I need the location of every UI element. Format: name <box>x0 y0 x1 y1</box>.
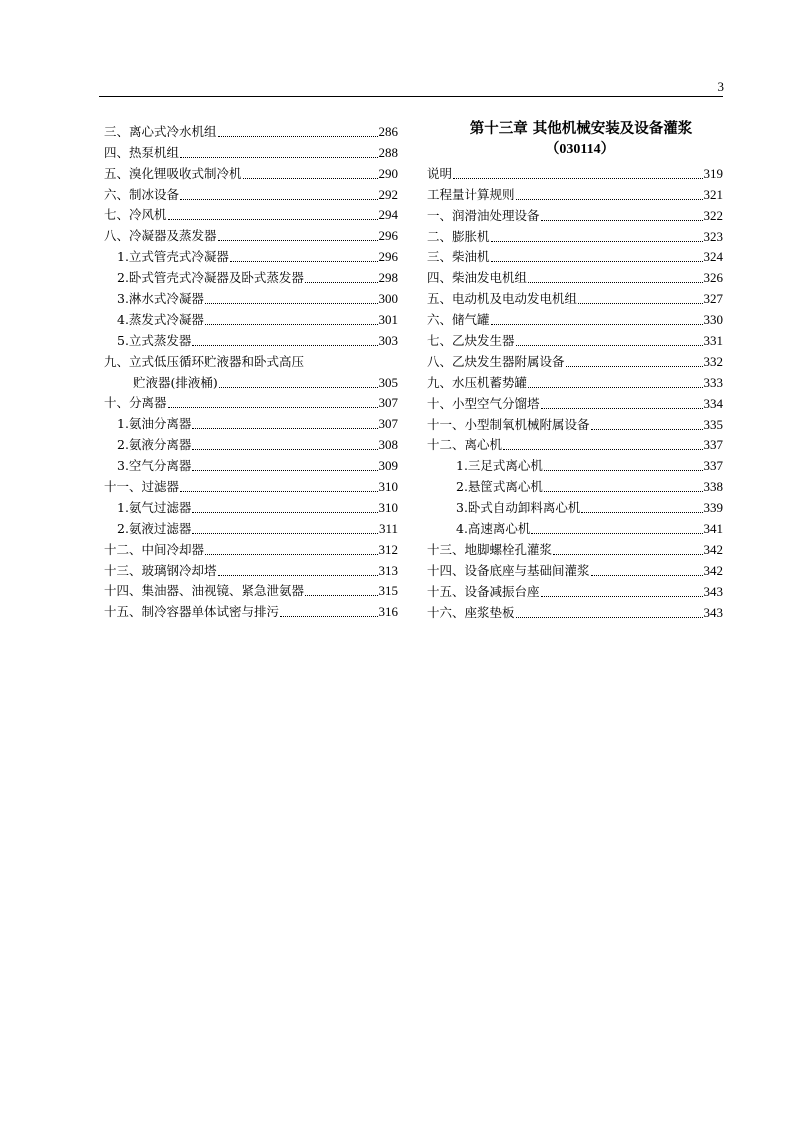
toc-entry-page: 307 <box>378 416 398 432</box>
toc-entry[interactable] <box>104 140 398 161</box>
toc-entry[interactable] <box>104 599 398 620</box>
dot-leader <box>305 281 378 283</box>
dot-leader <box>205 323 378 325</box>
toc-entry[interactable] <box>427 203 723 224</box>
toc-entry[interactable] <box>427 474 723 495</box>
toc-left-column <box>104 119 398 620</box>
toc-entry[interactable] <box>427 600 723 621</box>
toc-entry[interactable] <box>104 474 398 495</box>
toc-entry-page: 310 <box>378 479 398 495</box>
toc-entry-label: 六、制冰设备 <box>104 186 180 202</box>
toc-entry-page: 290 <box>378 165 398 181</box>
toc-entry-page: 312 <box>378 541 398 557</box>
toc-entry[interactable] <box>104 391 398 412</box>
dot-leader <box>453 177 702 179</box>
dot-leader <box>516 616 703 618</box>
toc-entry-page: 315 <box>378 583 398 599</box>
dot-leader <box>491 323 703 325</box>
dot-leader <box>219 386 378 388</box>
dot-leader <box>180 490 377 492</box>
toc-entry[interactable] <box>427 433 723 454</box>
toc-entry-label: 六、储气罐 <box>427 312 490 328</box>
toc-entry[interactable] <box>427 391 723 412</box>
toc-entry[interactable] <box>104 203 398 224</box>
toc-entry[interactable] <box>104 432 398 453</box>
toc-entry-label: 十一、小型制氧机械附属设备 <box>427 416 590 432</box>
toc-entry[interactable] <box>427 495 723 516</box>
toc-entry-label: 5.立式蒸发器 <box>117 332 192 348</box>
toc-entry-label: 八、冷凝器及蒸发器 <box>104 228 217 244</box>
toc-entry-label: 九、水压机蓄势罐 <box>427 374 528 390</box>
dot-leader <box>528 386 702 388</box>
toc-entry[interactable] <box>427 286 723 307</box>
toc-entry-page: 327 <box>703 291 723 307</box>
toc-entry-page: 300 <box>378 291 398 307</box>
toc-entry-label: 二、膨胀机 <box>427 228 490 244</box>
dot-leader <box>192 532 378 534</box>
dot-leader <box>192 344 377 346</box>
toc-right-column <box>427 119 723 621</box>
dot-leader <box>528 281 702 283</box>
toc-entry-page: 303 <box>378 332 398 348</box>
dot-leader <box>516 344 703 346</box>
toc-entry-label: 十三、玻璃钢冷却塔 <box>104 562 217 578</box>
toc-entry-page: 316 <box>378 604 398 620</box>
dot-leader <box>218 239 378 241</box>
dot-leader <box>544 469 703 471</box>
toc-entry-page: 309 <box>378 458 398 474</box>
dot-leader <box>180 198 377 200</box>
toc-entry-label: 4.蒸发式冷凝器 <box>117 311 204 327</box>
toc-entry-label: 十五、制冷容器单体试密与排污 <box>104 604 280 620</box>
toc-entry[interactable] <box>427 412 723 433</box>
toc-entry-page: 319 <box>703 165 723 181</box>
toc-entry-page: 337 <box>703 458 723 474</box>
toc-entry-label: 十三、地脚螺栓孔灌浆 <box>427 541 553 557</box>
toc-entry-page: 307 <box>378 395 398 411</box>
toc-entry-label: 十四、设备底座与基础间灌浆 <box>427 562 590 578</box>
toc-entry-label: 3.淋水式冷凝器 <box>117 291 204 307</box>
toc-entry-page: 308 <box>378 437 398 453</box>
toc-entry-page: 292 <box>378 186 398 202</box>
toc-entry-page: 324 <box>703 249 723 265</box>
toc-entry-page: 296 <box>378 228 398 244</box>
dot-leader <box>168 406 378 408</box>
toc-entry-page: 335 <box>703 416 723 432</box>
dot-leader <box>243 177 378 179</box>
toc-entry-page: 326 <box>703 270 723 286</box>
toc-entry-label: 2.悬筐式离心机 <box>456 479 543 495</box>
toc-entry[interactable] <box>104 161 398 182</box>
dot-leader <box>541 595 703 597</box>
dot-leader <box>180 156 377 158</box>
toc-entry-page: 286 <box>378 123 398 139</box>
dot-leader <box>591 574 703 576</box>
dot-leader <box>305 594 377 596</box>
toc-entry[interactable] <box>104 307 398 328</box>
dot-leader <box>218 135 378 137</box>
toc-entry[interactable] <box>104 579 398 600</box>
toc-entry-page: 333 <box>703 374 723 390</box>
toc-entry-page: 343 <box>703 583 723 599</box>
toc-entry-page: 313 <box>378 562 398 578</box>
toc-entry-page: 337 <box>703 437 723 453</box>
toc-entry-label: 七、乙炔发生器 <box>427 333 515 349</box>
dot-leader <box>553 553 702 555</box>
dot-leader <box>544 490 703 492</box>
toc-entry[interactable] <box>427 182 723 203</box>
toc-entry[interactable] <box>427 245 723 266</box>
toc-entry[interactable] <box>427 516 723 537</box>
toc-entry-label: 3.卧式自动卸料离心机 <box>456 500 581 516</box>
toc-entry-label: 贮液器(排液桶) <box>133 374 218 390</box>
toc-entry-label: 2.氨液过滤器 <box>117 520 192 536</box>
toc-entry[interactable] <box>104 495 398 516</box>
toc-entry[interactable] <box>104 453 398 474</box>
dot-leader <box>205 553 377 555</box>
toc-entry-page: 338 <box>703 479 723 495</box>
dot-leader <box>516 198 703 200</box>
toc-entry[interactable] <box>104 265 398 286</box>
toc-entry-label: 三、离心式冷水机组 <box>104 123 217 139</box>
toc-entry-label: 2.卧式管壳式冷凝器及卧式蒸发器 <box>117 270 304 286</box>
toc-entry[interactable] <box>427 161 723 182</box>
toc-entry-label: 1.三足式离心机 <box>456 458 543 474</box>
toc-entry-label: 八、乙炔发生器附属设备 <box>427 353 565 369</box>
dot-leader <box>192 448 377 450</box>
toc-entry[interactable] <box>427 349 723 370</box>
toc-entry-page: 323 <box>703 228 723 244</box>
toc-entry[interactable] <box>427 328 723 349</box>
toc-entry-label: 七、冷风机 <box>104 207 167 223</box>
dot-leader <box>503 448 702 450</box>
chapter-title: 第十三章 其他机械安装及设备灌浆 <box>469 120 693 137</box>
dot-leader <box>578 302 702 304</box>
toc-entry-page: 342 <box>703 562 723 578</box>
toc-entry-page: 301 <box>378 311 398 327</box>
toc-entry-label: 十二、中间冷却器 <box>104 541 205 557</box>
toc-entry-page: 342 <box>703 541 723 557</box>
toc-entry-page: 305 <box>378 374 398 390</box>
dot-leader <box>491 240 703 242</box>
toc-entry-page: 311 <box>378 520 398 536</box>
toc-entry[interactable] <box>104 370 398 391</box>
toc-entry-label: 一、润滑油处理设备 <box>427 207 540 223</box>
toc-entry-label: 十二、离心机 <box>427 437 503 453</box>
toc-entry-label: 十五、设备减振台座 <box>427 583 540 599</box>
toc-entry-page: 332 <box>703 353 723 369</box>
toc-entry[interactable] <box>427 224 723 245</box>
toc-entry-label: 1.氨气过滤器 <box>117 499 192 515</box>
toc-entry-label: 十、小型空气分馏塔 <box>427 395 540 411</box>
toc-entry-label: 十六、座浆垫板 <box>427 604 515 620</box>
dot-leader <box>192 427 377 429</box>
toc-entry-page: 310 <box>378 499 398 515</box>
toc-entry-page: 294 <box>378 207 398 223</box>
toc-entry-label: 工程量计算规则 <box>427 186 515 202</box>
toc-entry-page: 322 <box>703 207 723 223</box>
toc-entry[interactable] <box>104 537 398 558</box>
dot-leader <box>531 532 702 534</box>
toc-entry-page: 288 <box>378 144 398 160</box>
toc-entry-page: 343 <box>703 604 723 620</box>
toc-entry[interactable] <box>104 558 398 579</box>
toc-entry-label: 2.氨液分离器 <box>117 437 192 453</box>
toc-entry-page: 331 <box>703 333 723 349</box>
dot-leader <box>541 407 703 409</box>
toc-entry[interactable] <box>104 223 398 244</box>
toc-entry[interactable] <box>104 411 398 432</box>
toc-entry[interactable] <box>427 537 723 558</box>
dot-leader <box>591 428 703 430</box>
dot-leader <box>541 219 703 221</box>
dot-leader <box>205 302 378 304</box>
dot-leader <box>566 365 703 367</box>
toc-entry-page: 339 <box>703 500 723 516</box>
toc-entry[interactable] <box>427 370 723 391</box>
toc-entry-label: 4.高速离心机 <box>456 521 531 537</box>
toc-entry-label: 3.空气分离器 <box>117 458 192 474</box>
dot-leader <box>218 574 378 576</box>
toc-entry-label: 三、柴油机 <box>427 249 490 265</box>
toc-entry[interactable] <box>104 286 398 307</box>
toc-entry-label: 十、分离器 <box>104 395 167 411</box>
toc-entry[interactable] <box>104 244 398 265</box>
dot-leader <box>192 511 377 513</box>
toc-entry-page: 334 <box>703 395 723 411</box>
dot-leader <box>168 218 378 220</box>
toc-entry[interactable] <box>427 558 723 579</box>
toc-entry[interactable] <box>104 328 398 349</box>
toc-entry-page: 296 <box>378 249 398 265</box>
toc-entry-label: 九、立式低压循环贮液器和卧式高压 <box>104 353 305 369</box>
toc-entry[interactable] <box>427 307 723 328</box>
header-rule <box>99 96 723 97</box>
toc-entry-label: 四、热泵机组 <box>104 144 180 160</box>
dot-leader <box>192 469 377 471</box>
chapter-code: （030114） <box>545 142 615 157</box>
toc-entry[interactable] <box>427 265 723 286</box>
toc-entry-page: 321 <box>703 186 723 202</box>
toc-entry-page: 330 <box>703 312 723 328</box>
toc-entry-label: 十一、过滤器 <box>104 479 180 495</box>
dot-leader <box>230 260 378 262</box>
toc-entry[interactable] <box>427 579 723 600</box>
toc-entry[interactable] <box>104 119 398 140</box>
dot-leader <box>491 260 703 262</box>
toc-entry[interactable] <box>104 516 398 537</box>
toc-entry-label: 五、溴化锂吸收式制冷机 <box>104 165 242 181</box>
page-number: 3 <box>717 79 724 94</box>
toc-entry-label: 四、柴油发电机组 <box>427 270 528 286</box>
dot-leader <box>581 511 702 513</box>
toc-entry-label: 1.立式管壳式冷凝器 <box>117 249 229 265</box>
toc-entry[interactable] <box>427 453 723 474</box>
toc-entry-page: 298 <box>378 270 398 286</box>
toc-entry[interactable] <box>104 349 398 370</box>
toc-entry-page: 341 <box>703 521 723 537</box>
toc-entry-label: 十四、集油器、油视镜、紧急泄氨器 <box>104 583 305 599</box>
toc-entry-label: 1.氨油分离器 <box>117 416 192 432</box>
toc-entry-label: 五、电动机及电动发电机组 <box>427 291 578 307</box>
toc-entry[interactable] <box>104 182 398 203</box>
dot-leader <box>280 615 377 617</box>
toc-entry-label: 说明 <box>427 165 453 181</box>
